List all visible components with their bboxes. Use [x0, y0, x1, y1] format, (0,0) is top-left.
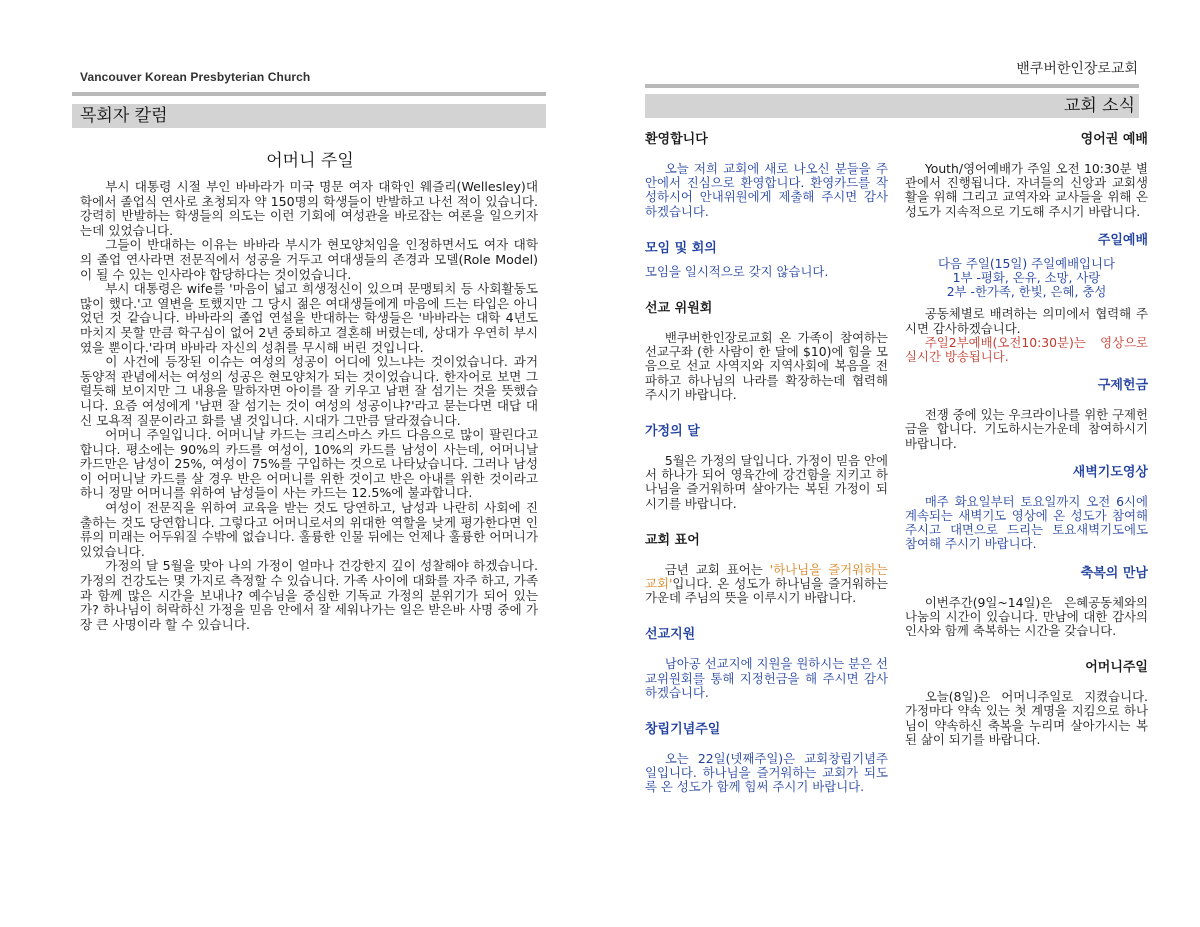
news-body: 오늘(8일)은 어머니주일로 지켰습니다. 가정마다 약속 있는 첫 계명을 지킴으로 하나님이 약속하신 축복을 누리며 살아가시는 복된 삶이 되기를 바랍니다.	[905, 689, 1148, 747]
news-broadcast-note: 주일2부예배(오전10:30분)는 영상으로 실시간 방송됩니다.	[905, 334, 1148, 365]
news-body: 금년 교회 표어는 '하나님을 즐거워하는 교회'입니다. 온 성도가 하나님을 즐거워하는 가운데 주님의 뜻을 이루시기 바랍니다.	[645, 561, 888, 606]
header-rule	[645, 84, 1139, 88]
section-header-pastor-column: 목회자 칼럼	[72, 104, 546, 128]
news-title: 교회 표어	[645, 532, 700, 548]
article-paragraph: 이 사건에 등장된 이슈는 여성의 성공이 어디에 있느냐는 것이었습니다. 과거 동양적 관념에서는 여성의 성공은 현모양처가 되는 것이었습니다. 한자어로 보면 그럴듯해 보이지만 그 내용을 말하자면 아이를 잘 키우고 남편 잘 섬기는 것을 뜻했습니다. 요즘 여성에게 '남편 잘 섬기는 것이 여성의 성공이냐?'라고 묻는다면 대답 대신 모욕적 질문이라고 화를 낼 것입니다. 시대가 그만큼 달라졌습니다.	[80, 354, 538, 428]
news-title: 선교지원	[645, 627, 696, 643]
news-body: 전쟁 중에 있는 우크라이나를 위한 구제헌금을 합니다. 기도하시는가운데 참여하시기 바랍니다.	[905, 407, 1148, 451]
news-title: 새벽기도영상	[1072, 464, 1148, 480]
news-column-right	[905, 130, 1148, 747]
news-title: 주일예배	[1097, 232, 1148, 248]
news-body: 다음 주일(15일) 주일예배입니다 1부 -평화, 온유, 소망, 사랑 2부 -한가족, 한빛, 은혜, 충성	[938, 255, 1115, 300]
news-body: 모임을 일시적으로 갖지 않습니다.	[645, 263, 829, 279]
news-body: 오늘 저희 교회에 새로 나오신 분들을 주 안에서 진심으로 환영합니다. 환영카드를 작성하시어 안내위원에게 제출해 주시면 감사하겠습니다.	[645, 161, 888, 219]
section-header-church-news: 교회 소식	[645, 94, 1139, 118]
news-body: 밴쿠버한인장로교회 온 가족이 참여하는 선교구좌 (한 사람이 한 달에 $10)에 힘을 모음으로 선교 사역지와 지역사회에 복음을 전파하고 하나님의 나라를 확장하는데 협력해 주시기 바랍니다.	[645, 330, 888, 402]
article-paragraph: 부시 대통령 시절 부인 바바라가 미국 명문 여자 대학인 웨즐리(Wellesley)대학에서 졸업식 연사로 초청되자 약 150명의 학생들이 반발하고 나선 적이 있습니다. 강력히 반발하는 학생들의 의도는 이런 기회에 여성관을 바로잡는 여론을 일으키자는데 있었습니다.	[80, 179, 538, 238]
news-body: 매주 화요일부터 토요일까지 오전 6시에 계속되는 새벽기도 영상에 온 성도가 참여해 주시고 대면으로 드리는 토요새벽기도에도 참여해 주시기 바랍니다.	[905, 493, 1148, 552]
news-body: 오는 22일(넷째주일)은 교회창립기념주일입니다. 하나님을 즐거워하는 교회가 되도록 온 성도가 함께 힘써 주시기 바랍니다.	[645, 751, 888, 795]
news-title: 환영합니다	[645, 132, 708, 147]
article-paragraph: 그들이 반대하는 이유는 바바라 부시가 현모양처임을 인정하면서도 여자 대학의 졸업 연사라면 전문직에서 성공을 거두고 여대생들의 존경과 모델(Role Model)이 될 수 있는 인사라야 합당하다는 것이었습니다.	[80, 237, 538, 282]
news-title: 영어권 예배	[1080, 132, 1148, 147]
church-motto: '하나님을 즐거워하는 교회'	[645, 561, 888, 592]
news-body: 이번주간(9일~14일)은 은혜공동체와의 나눔의 시간이 있습니다. 만남에 대한 감사의 인사와 함께 축복하는 시간을 갖습니다.	[905, 594, 1148, 639]
news-body: 공동체별로 배려하는 의미에서 협력해 주시면 감사하겠습니다.	[905, 306, 1148, 336]
news-column-left	[645, 130, 888, 795]
article-paragraph: 가정의 달 5월을 맞아 나의 가정이 얼마나 건강한지 깊이 성찰해야 하겠습니다. 가정의 건강도는 몇 가지로 측정할 수 있습니다. 가족 사이에 대화를 자주 하고, 가족과 함께 많은 시간을 보내나? 예수님을 중심한 기독교 가정의 분위기가 되어 있는가? 하나님이 허락하신 가정을 믿음 안에서 잘 세워나가는 일은 받은바 사명 중에 가장 큰 사명이라 할 수 있습니다.	[80, 558, 538, 632]
news-title: 구제헌금	[1097, 378, 1148, 394]
church-name-korean: 밴쿠버한인장로교회	[1016, 61, 1138, 77]
news-body: 남아공 선교지에 지원을 원하시는 분은 선교위원회를 통해 지정헌금을 해 주시면 감사하겠습니다.	[645, 656, 888, 700]
article-body	[80, 180, 538, 632]
article-paragraph: 부시 대통령은 wife를 '마음이 넓고 희생정신이 있으며 문맹퇴치 등 사회활동도 많이 했다.'고 열변을 토했지만 그 당시 젊은 여대생들에게 마음에 드는 타입은 아니었던 것 같습니다. 바바라의 졸업 연설을 반대하는 학생들은 '바바라는 대학 4년도 마치지 못할 만큼 학구심이 없어 2년 중퇴하고 결혼해 버렸는데, 상대가 우연히 부시였을 뿐이다.'라며 바바라 자신의 성취를 무시해 버린 것입니다.	[80, 281, 538, 355]
news-title: 어머니주일	[1085, 660, 1148, 676]
article-paragraph: 어머니 주일입니다. 어머니날 카드는 크리스마스 카드 다음으로 많이 팔린다고 합니다. 평소에는 90%의 카드를 여성이, 10%의 카드를 남성이 사는데, 어머니날 카드만은 남성이 25%, 여성이 75%를 구입하는 것으로 나타났습니다. 그러나 남성이 어머니날 카드를 살 경우 반은 어머니를 위한 것이고 반은 아내를 위한 것이라고 하니 정말 어머니를 위하여 남성들이 사는 카드는 12.5%에 불과합니다.	[80, 427, 538, 501]
news-body: Youth/영어예배가 주일 오전 10:30분 별관에서 진행됩니다. 자녀들의 신앙과 교회생활을 위해 그리고 교역자와 교사들을 위해 온 성도가 지속적으로 기도해 주시기 바랍니다.	[905, 161, 1148, 219]
news-title: 모임 및 회의	[645, 240, 717, 256]
news-title: 창립기념주일	[645, 722, 721, 738]
news-title: 선교 위원회	[645, 301, 713, 317]
header-rule	[72, 92, 546, 96]
news-title: 가정의 달	[645, 424, 700, 440]
church-name-english: Vancouver Korean Presbyterian Church	[80, 70, 311, 84]
article-title: 어머니 주일	[266, 151, 354, 171]
news-title: 축복의 만남	[1080, 565, 1148, 581]
article-paragraph: 여성이 전문직을 위하여 교육을 받는 것도 당연하고, 남성과 나란히 사회에 진출하는 것도 당연합니다. 그렇다고 어머니로서의 위대한 역할을 낮게 평가한다면 인류의 미래는 어두워질 수밖에 없습니다. 훌륭한 인물 뒤에는 언제나 훌륭한 어머니가 있었습니다.	[80, 500, 538, 559]
news-body: 5월은 가정의 달입니다. 가정이 믿음 안에서 하나가 되어 영육간에 강건함을 지키고 하나님을 즐거워하며 살아가는 복된 가정이 되시기를 바랍니다.	[645, 453, 888, 511]
